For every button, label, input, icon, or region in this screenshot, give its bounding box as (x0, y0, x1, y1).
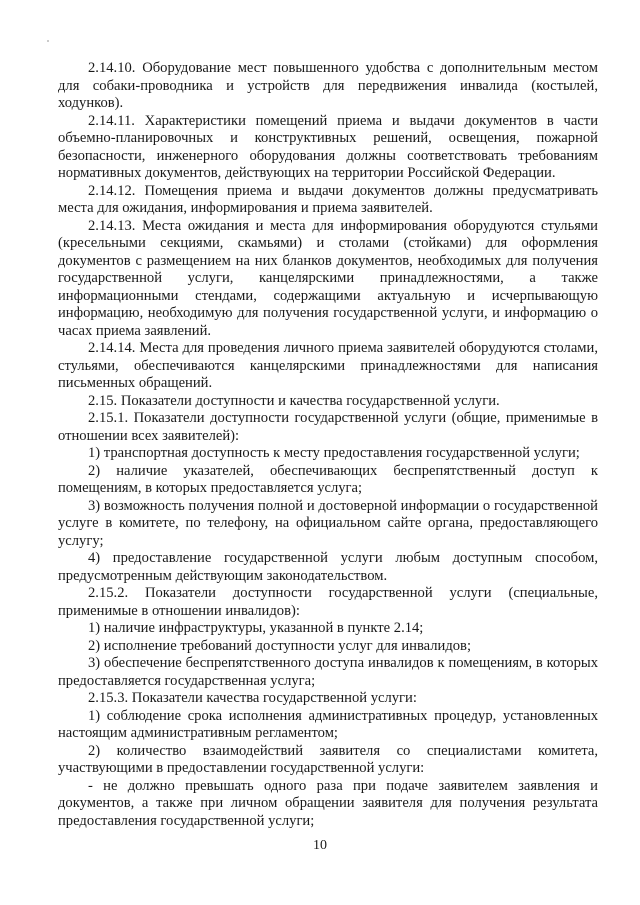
document-body (58, 60, 598, 830)
list-item-information: 3) возможность получения полной и достоверной информации о государственной услуге в комитете, по телефону, на официальном сайте органа, предоставляющего услугу; (58, 497, 598, 549)
list-item-signs: 2) наличие указателей, обеспечивающих беспрепятственный доступ к помещениям, в которых предоставляется услуга; (58, 462, 598, 496)
list-item-requirements: 2) исполнение требований доступности услуг для инвалидов; (88, 637, 472, 654)
list-item-any-method: 4) предоставление государственной услуги любым доступным способом, предусмотренным действующим законодательством. (58, 550, 598, 584)
list-item-access: 3) обеспечение беспрепятственного доступа инвалидов к помещениям, в которых предоставляется государственная услуга; (58, 655, 598, 689)
paragraph-2-14-12: 2.14.12. Помещения приема и выдачи документов должны предусматривать места для ожидания, информирования и приема заявителей. (58, 182, 598, 216)
paragraph-2-15-2: 2.15.2. Показатели доступности государственной услуги (специальные, применимые в отношении инвалидов): (58, 585, 598, 619)
list-item-interactions: 2) количество взаимодействий заявителя со специалистами комитета, участвующими в предоставлении государственной услуги: (58, 742, 598, 776)
list-item-transport: 1) транспортная доступность к месту предоставления государственной услуги; (88, 445, 580, 461)
list-item-deadlines: 1) соблюдение срока исполнения административных процедур, установленных настоящим административным регламентом; (58, 707, 598, 741)
paragraph-2-15-1: 2.15.1. Показатели доступности государственной услуги (общие, применимые в отношении всех заявителей): (58, 410, 598, 444)
paragraph-2-14-14: 2.14.14. Места для проведения личного приема заявителей оборудуются столами, стульями, обеспечиваются канцелярскими принадлежностями для написания письменных обращений. (58, 340, 598, 391)
paragraph-2-14-13: 2.14.13. Места ожидания и места для информирования оборудуются стульями (кресельными секциями, скамьями) и столами (стойками) для оформления документов с размещением на них бланков документов, необходимых для получения государственной услуги, канцелярскими принадлежностями, а также информационными стендами, содержащими актуальную и исчерпывающую информацию, необходимую для получения государственной услуги, и информацию о часах приема заявлений. (58, 217, 598, 339)
paragraph-2-14-11: 2.14.11. Характеристики помещений приема и выдачи документов в части объемно-планировочных и конструктивных решений, освещения, пожарной безопасности, инженерного оборудования должны соответствовать требованиям нормативных документов, действующих на территории Российской Федерации. (58, 112, 598, 181)
paragraph-2-15-3: 2.15.3. Показатели качества государственной услуги: (88, 690, 417, 706)
page-number: 10 (313, 838, 327, 853)
scan-artifact (47, 40, 49, 42)
paragraph-2-15: 2.15. Показатели доступности и качества государственной услуги. (88, 392, 500, 409)
list-item-infrastructure: 1) наличие инфраструктуры, указанной в пункте 2.14; (88, 620, 424, 636)
list-item-once: - не должно превышать одного раза при подаче заявителем заявления и документов, а также при личном обращении заявителя для получения результата предоставления государственной услуги; (58, 777, 598, 829)
paragraph-2-14-10: 2.14.10. Оборудование мест повышенного удобства с дополнительным местом для собаки-проводника и устройств для передвижения инвалида (костылей, ходунков). (58, 60, 598, 111)
